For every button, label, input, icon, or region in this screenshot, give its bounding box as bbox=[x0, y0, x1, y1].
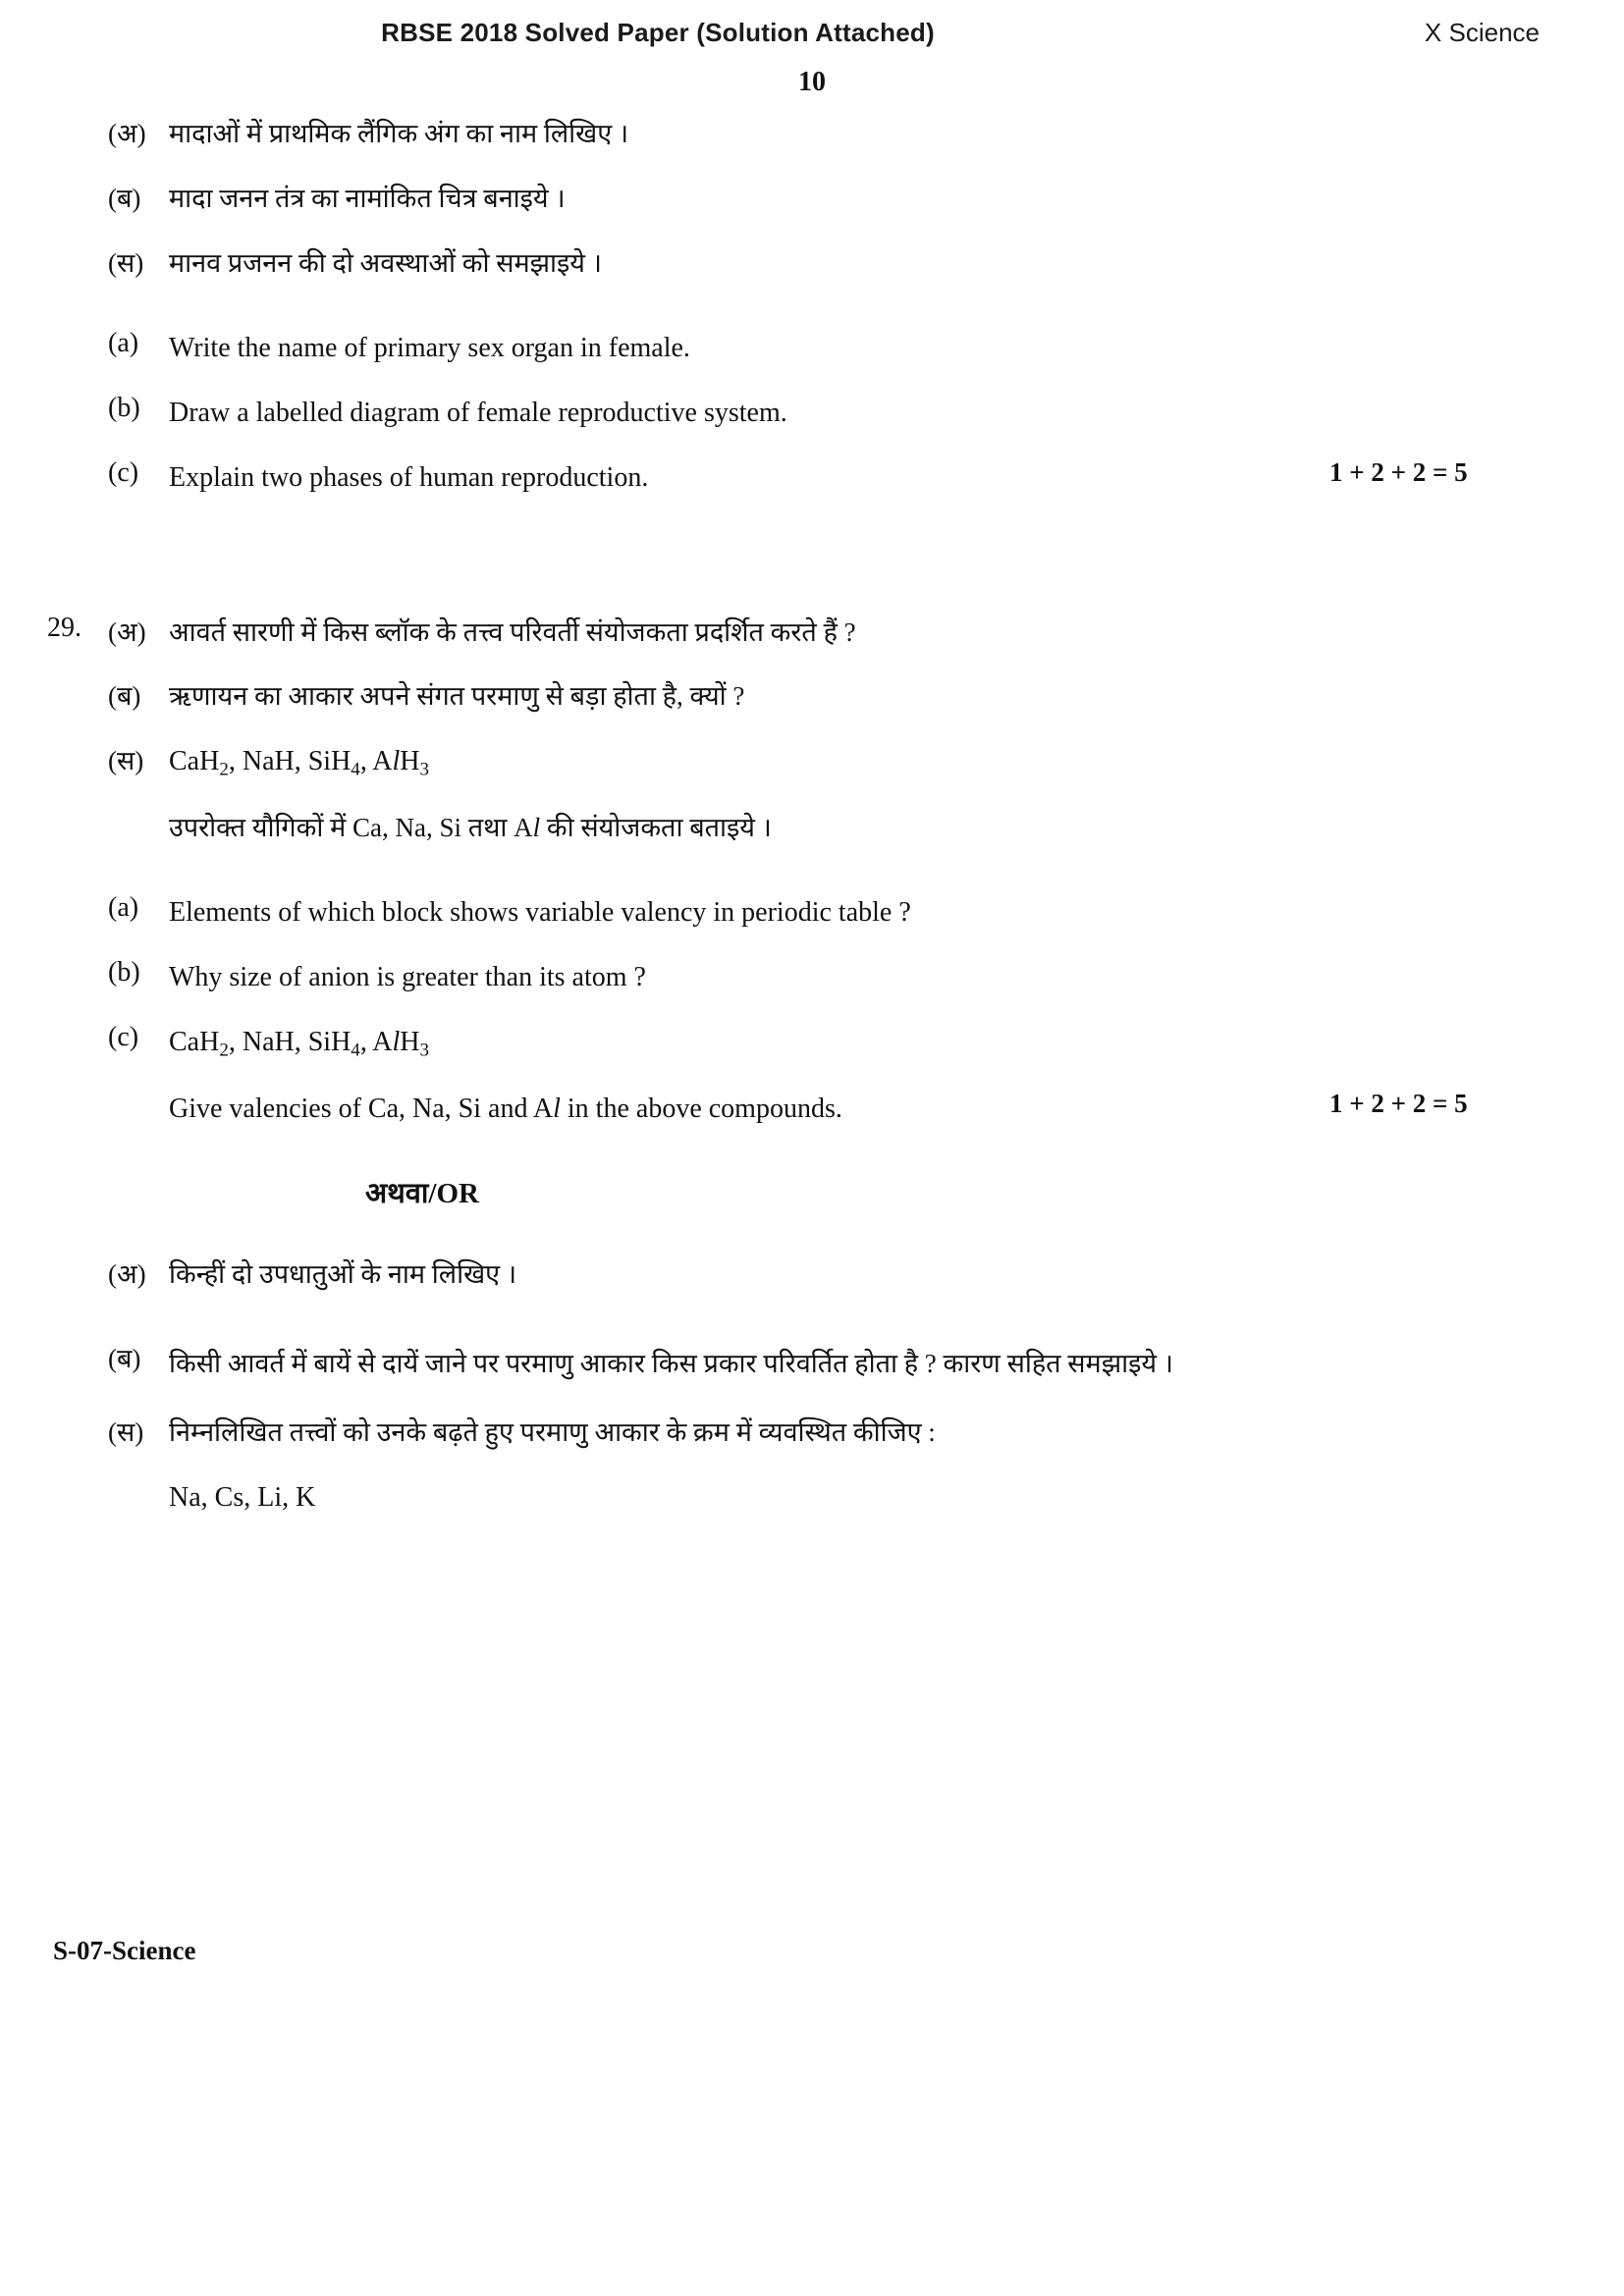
question-content bbox=[0, 110, 1624, 1519]
spacer bbox=[0, 434, 1624, 457]
question-item bbox=[0, 1339, 1624, 1389]
spacer bbox=[0, 998, 1624, 1022]
item-text: मादाओं में प्राथमिक लैंगिक अंग का नाम लिखिए । bbox=[169, 119, 629, 148]
item-marker: (a) bbox=[108, 891, 139, 923]
or-separator: / bbox=[428, 1177, 437, 1209]
item-text: किन्हीं दो उपधातुओं के नाम लिखिए । bbox=[169, 1258, 517, 1289]
item-text: ऋणायन का आकार अपने संगत परमाणु से बड़ा होता है, क्यों ? bbox=[169, 681, 745, 712]
item-text: Draw a labelled diagram of female reproductive system. bbox=[169, 397, 787, 428]
spacer bbox=[0, 499, 1624, 569]
question-item bbox=[0, 114, 1624, 155]
question-item bbox=[0, 243, 1624, 285]
or-english-label: OR bbox=[436, 1177, 479, 1209]
item-text: किसी आवर्त में बायें से दायें जाने पर परमाणु आकार किस प्रकार परिवर्तित होता है ? कारण सहित समझाइये । bbox=[169, 1348, 1173, 1378]
or-hindi-label: अथवा bbox=[365, 1177, 429, 1209]
item-text: Elements of which block shows variable valency in periodic table ? bbox=[169, 896, 911, 928]
spacer bbox=[0, 1454, 1624, 1477]
item-marker: (स) bbox=[108, 247, 144, 278]
item-marker: (c) bbox=[108, 1021, 139, 1052]
question-item bbox=[0, 613, 1624, 654]
item-marker: (a) bbox=[108, 327, 139, 358]
paper-subject: X Science bbox=[1424, 18, 1540, 47]
item-marker-blank bbox=[108, 1089, 169, 1106]
marks-value: 1 + 2 + 2 = 5 bbox=[1329, 1088, 1468, 1118]
spacer bbox=[0, 718, 1624, 741]
chemical-formula-list: CaH$_2$, NaH, SiH$_4$, AlH$_3$ bbox=[169, 746, 430, 780]
spacer bbox=[0, 1389, 1624, 1413]
item-marker-blank bbox=[108, 1477, 169, 1495]
spacer bbox=[0, 569, 1624, 613]
item-text: मादा जनन तंत्र का नामांकित चित्र बनाइये । bbox=[169, 183, 566, 213]
item-marker: (ब) bbox=[108, 1343, 141, 1373]
spacer bbox=[0, 155, 1624, 179]
question-item bbox=[0, 1413, 1624, 1454]
paper-footer-code: S-07-Science bbox=[53, 1936, 196, 1965]
chemical-formula-list: CaH$_2$, NaH, SiH$_4$, AlH$_3$ bbox=[169, 1026, 430, 1061]
item-marker: (स) bbox=[108, 1416, 144, 1447]
spacer bbox=[0, 1211, 1624, 1255]
item-text: आवर्त सारणी में किस ब्लॉक के तत्त्व परिवर्ती संयोजकता प्रदर्शित करते हैं ? bbox=[169, 616, 856, 647]
question-number: 29. bbox=[47, 612, 81, 643]
item-marker: (अ) bbox=[108, 616, 146, 647]
question-item bbox=[0, 393, 1624, 434]
item-marker-blank bbox=[108, 808, 169, 826]
page-number: 10 bbox=[798, 67, 826, 97]
question-item bbox=[0, 957, 1624, 998]
spacer bbox=[0, 784, 1624, 808]
item-marker: (b) bbox=[108, 956, 140, 988]
spacer bbox=[0, 1130, 1624, 1173]
question-item bbox=[0, 1022, 1624, 1065]
question-item bbox=[0, 676, 1624, 718]
element-list: Na, Cs, Li, K bbox=[169, 1481, 316, 1513]
question-item bbox=[0, 741, 1624, 784]
item-marker: (अ) bbox=[108, 119, 146, 148]
item-text: मानव प्रजनन की दो अवस्थाओं को समझाइये । bbox=[169, 247, 602, 278]
item-text: Explain two phases of human reproduction. bbox=[169, 461, 649, 493]
item-text: Why size of anion is greater than its atom ? bbox=[169, 961, 646, 992]
item-text: उपरोक्त यौगिकों में Ca, Na, Si तथा Al की संयोजकता बताइये । bbox=[169, 813, 772, 843]
question-item bbox=[0, 179, 1624, 220]
spacer bbox=[0, 220, 1624, 243]
question-item bbox=[0, 1477, 1624, 1519]
question-item bbox=[0, 892, 1624, 934]
question-item bbox=[0, 1089, 1624, 1130]
item-marker: (ब) bbox=[108, 183, 141, 213]
spacer bbox=[0, 1296, 1624, 1339]
spacer bbox=[0, 934, 1624, 957]
spacer bbox=[0, 653, 1624, 676]
question-item bbox=[0, 457, 1624, 499]
paper-title: RBSE 2018 Solved Paper (Solution Attached) bbox=[381, 18, 935, 47]
item-marker: (अ) bbox=[108, 1258, 146, 1289]
spacer bbox=[0, 849, 1624, 892]
item-marker: (स) bbox=[108, 746, 144, 776]
item-text: निम्नलिखित तत्त्वों को उनके बढ़ते हुए परमाणु आकार के क्रम में व्यवस्थित कीजिए : bbox=[169, 1416, 936, 1447]
page-header bbox=[0, 18, 1624, 59]
spacer bbox=[0, 1065, 1624, 1089]
spacer bbox=[0, 369, 1624, 393]
marks-value: 1 + 2 + 2 = 5 bbox=[1329, 456, 1468, 487]
item-marker: (b) bbox=[108, 392, 140, 423]
or-divider bbox=[0, 1173, 844, 1211]
item-marker: (c) bbox=[108, 456, 139, 488]
item-text: Give valencies of Ca, Na, Si and Al in the above compounds. bbox=[169, 1093, 842, 1124]
spacer bbox=[0, 285, 1624, 328]
question-item bbox=[0, 1255, 1624, 1296]
item-marker: (ब) bbox=[108, 681, 141, 712]
question-item bbox=[0, 328, 1624, 369]
item-text: Write the name of primary sex organ in female. bbox=[169, 332, 690, 363]
question-item bbox=[0, 808, 1624, 849]
